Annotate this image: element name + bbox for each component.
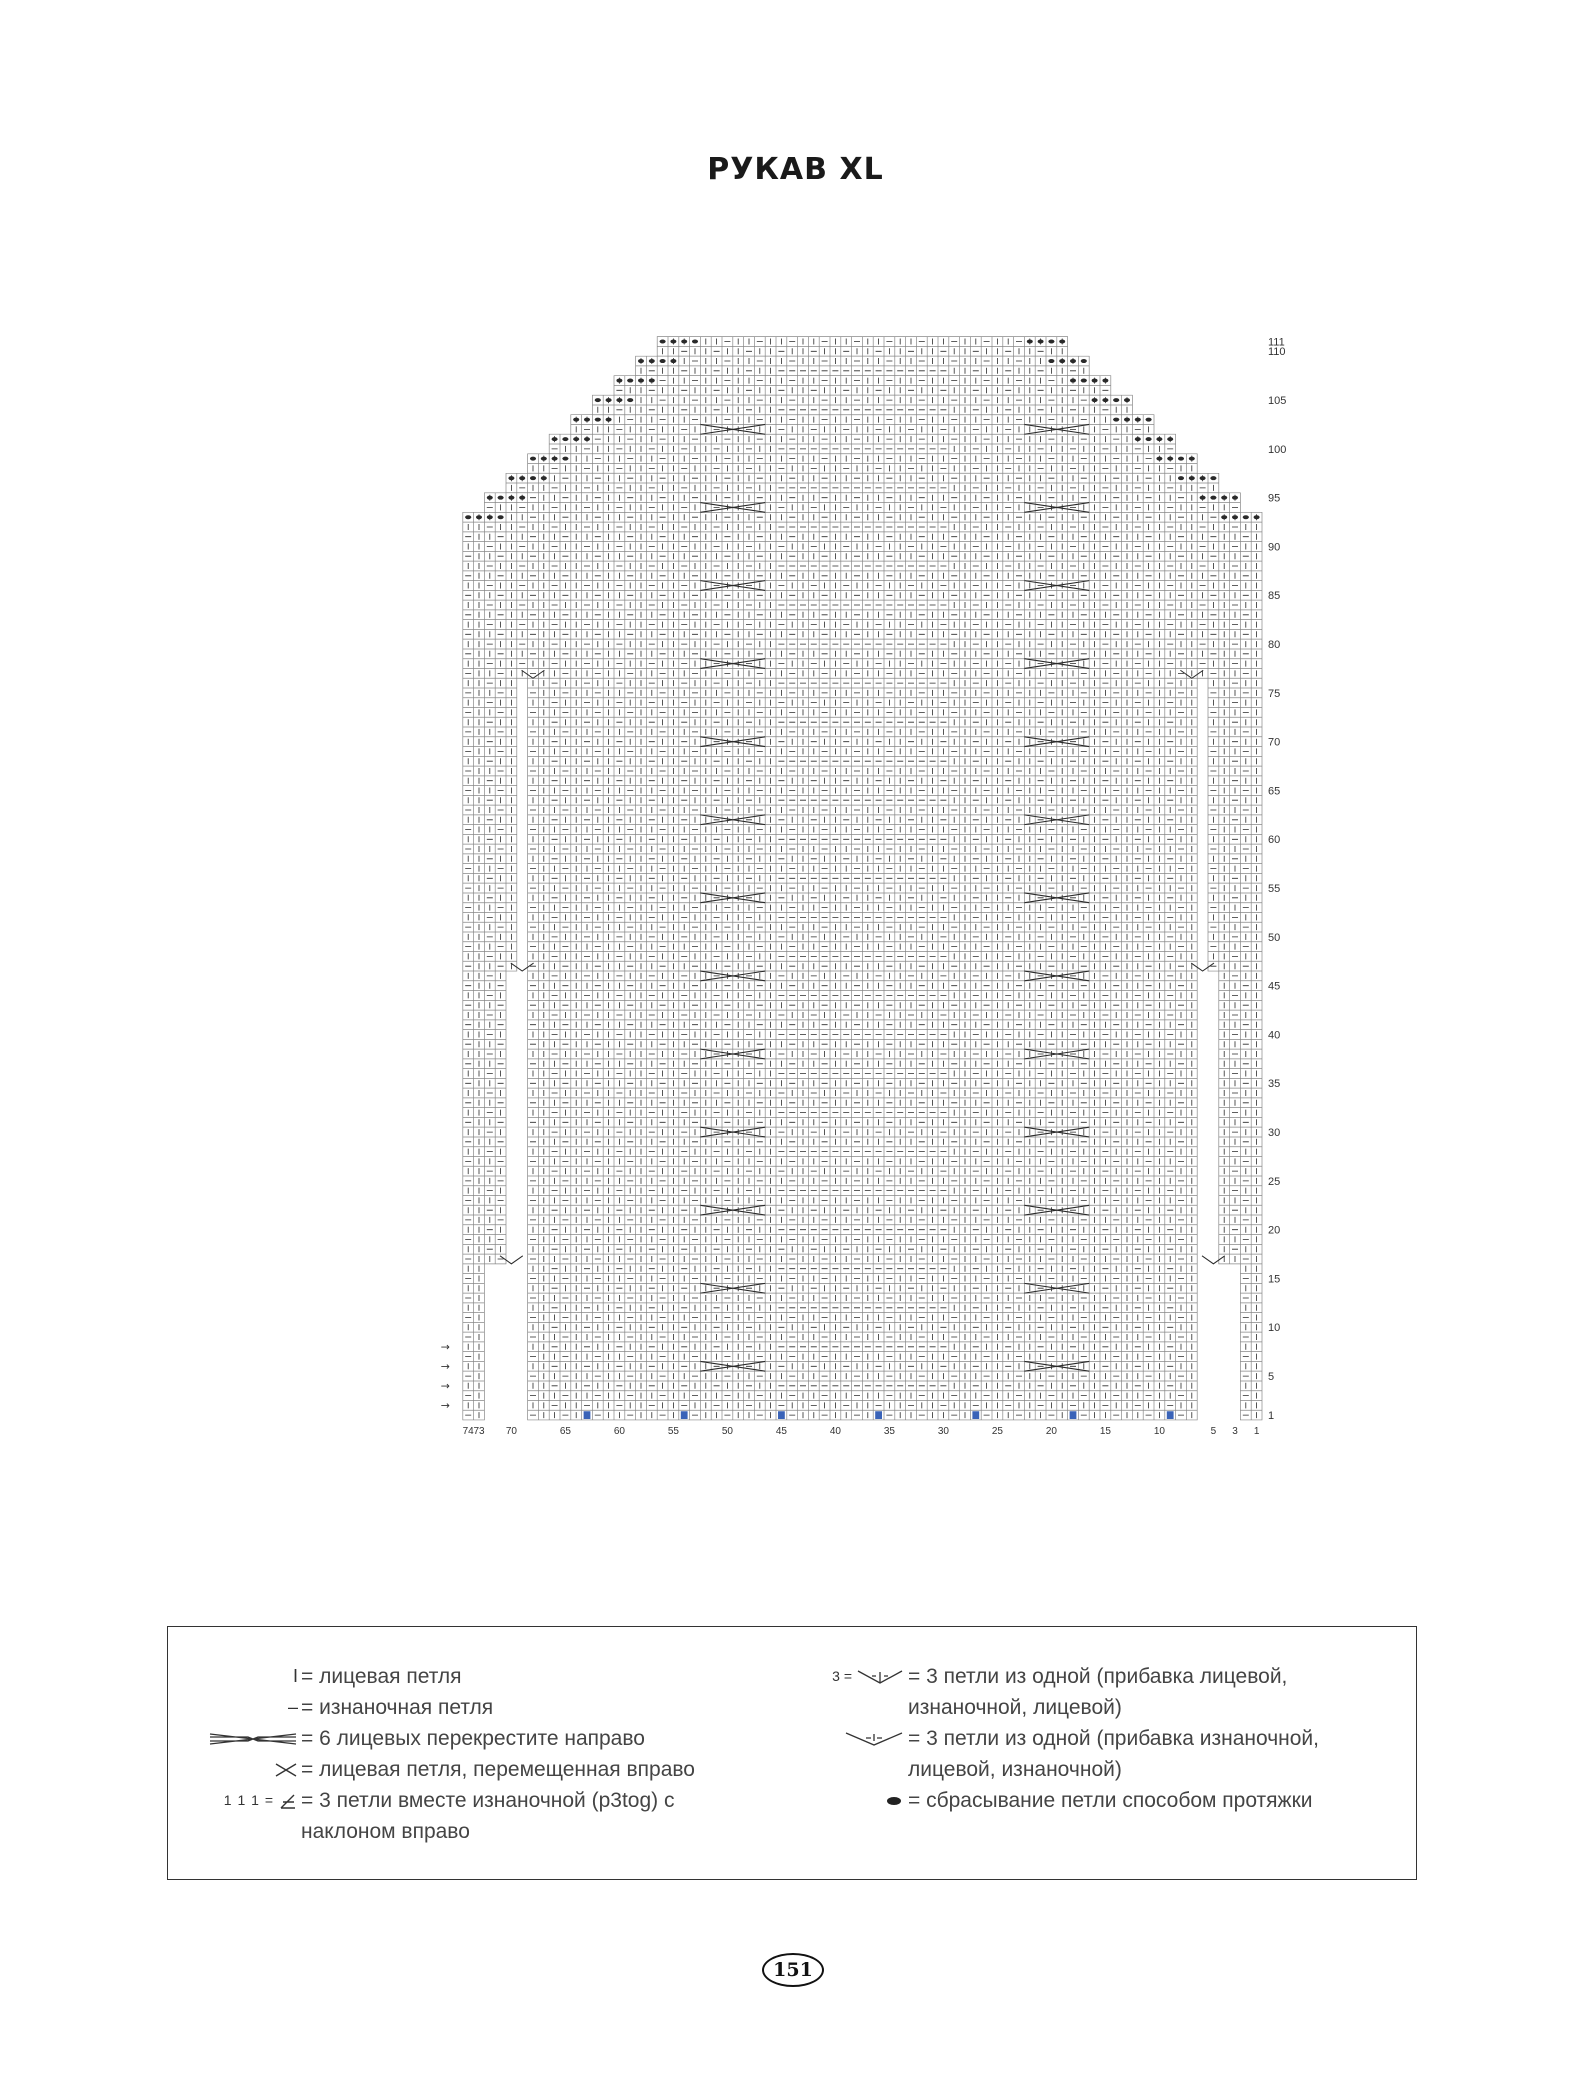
column-label: 5 <box>1210 1426 1217 1437</box>
row-label: 25 <box>1268 1175 1281 1188</box>
increase-chevron <box>1202 1256 1225 1264</box>
row-label: 45 <box>1268 980 1281 993</box>
bindoff-dot <box>562 457 568 461</box>
bindoff-dot <box>573 437 579 441</box>
column-label: 50 <box>721 1426 733 1437</box>
bindoff-dot <box>1048 359 1054 363</box>
marker-stitch <box>1167 1411 1174 1419</box>
row-label: 30 <box>1268 1126 1281 1139</box>
bindoff-dot <box>487 515 493 519</box>
column-label: 30 <box>937 1426 949 1437</box>
bindoff-dot <box>1243 515 1249 519</box>
bindoff-dot <box>1124 418 1130 422</box>
bindoff-dot <box>1167 437 1173 441</box>
bindoff-dot <box>660 340 666 344</box>
increase-knit-purl-knit-icon: 3 = <box>788 1661 904 1692</box>
bindoff-dot <box>530 457 536 461</box>
bindoff-dot <box>1146 437 1152 441</box>
row-arrow: → <box>440 1379 451 1393</box>
bindoff-dot <box>519 496 525 500</box>
bindoff-dot <box>1210 496 1216 500</box>
bindoff-dot <box>519 476 525 480</box>
marker-stitch <box>778 1411 785 1419</box>
row-label: 105 <box>1268 394 1287 407</box>
bindoff-dot <box>1070 379 1076 383</box>
bindoff-dot <box>1200 496 1206 500</box>
row-label: 40 <box>1268 1029 1281 1042</box>
bindoff-dot <box>562 437 568 441</box>
stitch-symbols <box>465 339 1256 1419</box>
bindoff-dot <box>1027 340 1033 344</box>
page-number: 151 <box>762 1953 824 1987</box>
bindoff-dot <box>465 515 471 519</box>
knit-stitch-icon: I <box>292 1666 298 1686</box>
marker-stitch <box>875 1411 882 1419</box>
bindoff-dot <box>616 379 622 383</box>
bindoff-dot <box>552 457 558 461</box>
bindoff-dot <box>508 496 514 500</box>
bindoff-dot <box>573 418 579 422</box>
row-label: 1 <box>1268 1410 1275 1422</box>
bindoff-dot <box>1200 476 1206 480</box>
row-arrow: → <box>440 1360 451 1374</box>
cable-6-right-icon <box>168 1723 298 1754</box>
bindoff-dot <box>1135 418 1141 422</box>
row-label: 60 <box>1268 834 1281 847</box>
bindoff-dot <box>1254 515 1260 519</box>
column-label: 25 <box>991 1426 1003 1437</box>
bindoff-dot <box>552 437 558 441</box>
bindoff-dot <box>584 418 590 422</box>
row-label: 10 <box>1268 1322 1281 1335</box>
row-label: 55 <box>1268 882 1281 895</box>
column-label: 40 <box>829 1426 841 1437</box>
bindoff-dot <box>606 398 612 402</box>
bindoff-dot <box>1210 476 1216 480</box>
marker-stitch <box>681 1411 688 1419</box>
row-label: 110 <box>1268 346 1286 359</box>
p3tog-right-icon: 1 1 1 = <box>168 1785 298 1816</box>
bindoff-dot <box>1156 437 1162 441</box>
column-label: 55 <box>667 1426 679 1437</box>
bindoff-dot <box>1156 457 1162 461</box>
column-label: 3 <box>1232 1426 1238 1437</box>
bindoff-dot <box>1092 398 1098 402</box>
bindoff-dot <box>692 340 698 344</box>
cross-right-icon <box>168 1754 298 1785</box>
row-label: 80 <box>1268 638 1281 651</box>
bindoff-dot <box>649 359 655 363</box>
row-arrow: → <box>440 1399 451 1413</box>
bindoff-dot <box>541 457 547 461</box>
row-label: 5 <box>1268 1370 1275 1383</box>
bindoff-dot <box>1232 496 1238 500</box>
increase-chevron <box>1191 963 1214 971</box>
bindoff-dot <box>508 476 514 480</box>
row-label: 35 <box>1268 1078 1281 1091</box>
bindoff-dot <box>1048 340 1054 344</box>
bindoff-dot <box>638 379 644 383</box>
marker-stitch <box>584 1411 591 1419</box>
bindoff-dot <box>1038 340 1044 344</box>
row-label: 95 <box>1268 492 1281 505</box>
marker-stitch <box>1070 1411 1077 1419</box>
column-label: 15 <box>1099 1426 1111 1437</box>
row-arrow: → <box>440 1340 451 1354</box>
row-label: 70 <box>1268 736 1281 749</box>
bindoff-dot <box>498 515 504 519</box>
column-label: 60 <box>613 1426 625 1437</box>
bindoff-dot <box>670 340 676 344</box>
bindoff-dot <box>1135 437 1141 441</box>
bindoff-dot <box>1146 418 1152 422</box>
bindoff-dot <box>1221 496 1227 500</box>
bindoff-dot <box>1102 379 1108 383</box>
bindoff-dot <box>638 359 644 363</box>
bindoff-dot <box>1059 340 1065 344</box>
bindoff-dot <box>627 398 633 402</box>
bindoff-dot <box>1189 476 1195 480</box>
bindoff-dot <box>681 340 687 344</box>
bindoff-dot <box>660 359 666 363</box>
bindoff-dot <box>1178 476 1184 480</box>
bindoff-dot <box>541 476 547 480</box>
page-title: РУКАВ XL <box>707 152 884 187</box>
row-label: 75 <box>1268 687 1281 700</box>
increase-chevron <box>500 1256 523 1264</box>
bindoff-dot <box>595 398 601 402</box>
bindoff-dot <box>649 379 655 383</box>
drop-stitch-icon <box>788 1785 904 1816</box>
bindoff-dot <box>1059 359 1065 363</box>
bindoff-dot <box>1124 398 1130 402</box>
column-label: 74 <box>462 1426 474 1437</box>
bindoff-dot <box>627 379 633 383</box>
column-label: 65 <box>559 1426 571 1437</box>
bindoff-dot <box>1178 457 1184 461</box>
bindoff-dot <box>1113 418 1119 422</box>
purl-stitch-icon: – <box>287 1697 298 1717</box>
column-label: 70 <box>505 1426 517 1437</box>
row-label: 20 <box>1268 1224 1281 1237</box>
column-label: 45 <box>775 1426 787 1437</box>
bindoff-dot <box>1232 515 1238 519</box>
bindoff-dot <box>1081 379 1087 383</box>
row-label: 65 <box>1268 785 1281 798</box>
chart-cells <box>463 337 1262 1420</box>
bindoff-dot <box>606 418 612 422</box>
row-label: 111 <box>1268 336 1285 349</box>
bindoff-dot <box>584 437 590 441</box>
bindoff-dot <box>487 496 493 500</box>
increase-chevron <box>522 670 545 678</box>
column-label: 1 <box>1253 1426 1260 1437</box>
row-label: 15 <box>1268 1273 1281 1286</box>
column-label: 10 <box>1153 1426 1165 1437</box>
chart-grid <box>463 337 1262 1420</box>
bindoff-dot <box>476 515 482 519</box>
row-label: 85 <box>1268 590 1281 603</box>
column-label: 73 <box>473 1426 485 1437</box>
row-label: 100 <box>1268 443 1287 456</box>
bindoff-dot <box>670 359 676 363</box>
bindoff-dot <box>1167 457 1173 461</box>
bindoff-dot <box>1221 515 1227 519</box>
increase-purl-knit-purl-icon <box>788 1723 904 1754</box>
bindoff-dot <box>1113 398 1119 402</box>
bindoff-dot <box>616 398 622 402</box>
bindoff-dot <box>1092 379 1098 383</box>
bindoff-dot <box>498 496 504 500</box>
bindoff-dot <box>1081 359 1087 363</box>
row-label: 90 <box>1268 541 1281 554</box>
legend-box: I = лицевая петля – = изнаночная петля = 6 лицевых перекрестите направо = лицевая петля, перемещенная вправо 1 1 1 = = 3 петли вместе изнаночной (p3tog) с наклоном вправо 3 = = 3 петли из одной (прибавка лицевой, изнаночной, лицевой) = 3 петли из одной (прибавка изнаночной, лицевой, изнаночной) = сбрасывание петли способом протяжки <box>167 1626 1417 1880</box>
increase-chevron <box>511 963 534 971</box>
marker-stitch <box>972 1411 979 1419</box>
row-label: 50 <box>1268 931 1281 944</box>
bindoff-dot <box>595 418 601 422</box>
bindoff-dot <box>1102 398 1108 402</box>
column-label: 35 <box>883 1426 895 1437</box>
column-label: 20 <box>1045 1426 1057 1437</box>
bindoff-dot <box>1189 457 1195 461</box>
bindoff-dot <box>530 476 536 480</box>
bindoff-dot <box>1070 359 1076 363</box>
